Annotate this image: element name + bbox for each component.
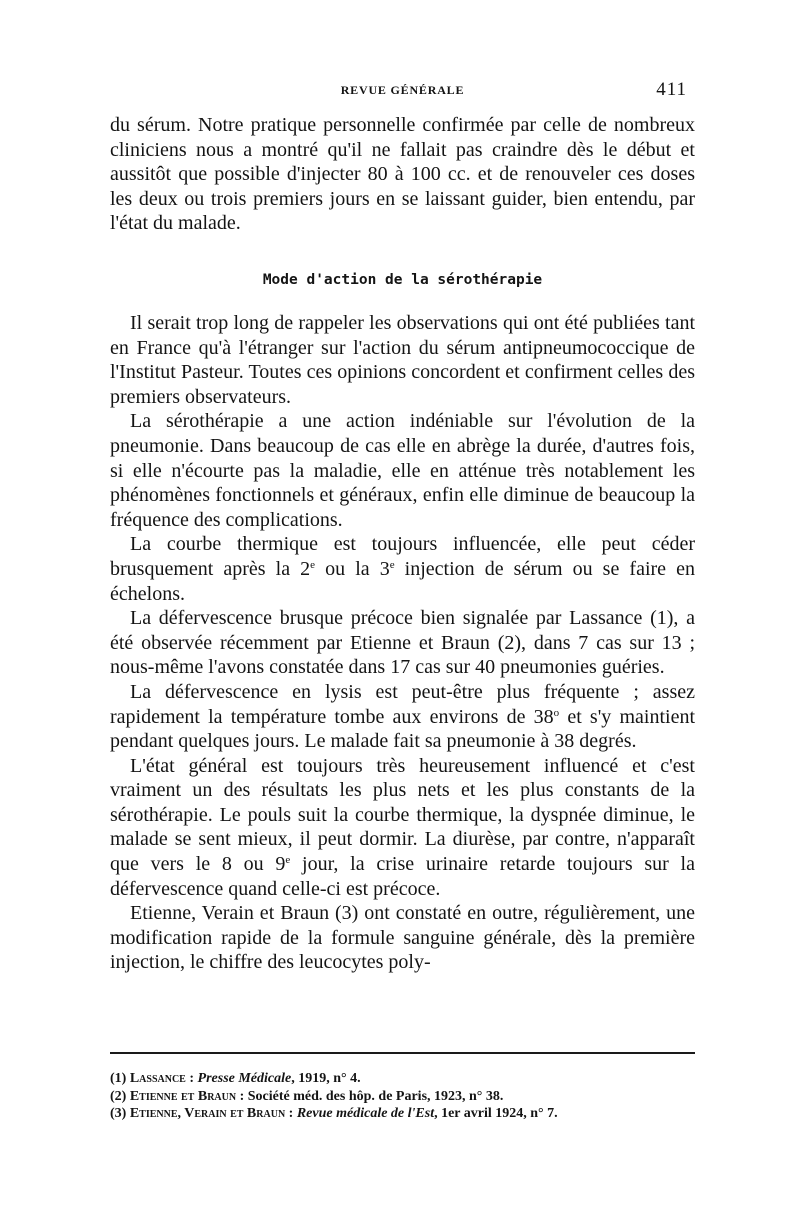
footnote-separator: :: [185, 1071, 198, 1086]
footnote-3: [110, 1105, 695, 1123]
body-text: [110, 311, 695, 975]
paragraph-defervescence-brusque: La défervescence brusque précoce bien signalée par Lassance (1), a été observée récemment par Etienne et Braun (2), dans 7 cas sur 13 ; nous-même l'avons constatée dans 17 cas sur 40 pneumonies guéries.: [110, 607, 695, 679]
footnote-2: [110, 1088, 695, 1106]
text-segment: injection de sérum ou se faire en échelons.: [110, 557, 695, 605]
superscript: e: [389, 558, 395, 571]
footnote-author: Etienne et Braun: [129, 1088, 237, 1104]
footnote-journal: Presse Médicale: [197, 1071, 292, 1086]
superscript: e: [310, 558, 316, 571]
page-number: 411: [656, 79, 687, 100]
running-title: REVUE GÉNÉRALE: [340, 83, 465, 97]
paragraph-thermal-curve: [110, 532, 695, 606]
footnote-details: , 1er avril 1924, n° 7.: [434, 1106, 558, 1121]
paragraph-observations: Il serait trop long de rappeler les observations qui ont été publiées tant en France qu'à l'étranger sur l'action du sérum antipneumococcique de l'Institut Pasteur. Toutes ces opinions concordent et confirment celles des premiers observateurs.: [110, 312, 695, 408]
text-segment: La défervescence en lysis est peut-être plus fréquente ; assez rapidement la température tombe aux environs de 38: [110, 680, 695, 728]
text-segment: L'état général est toujours très heureusement influencé et c'est vraiment un des résultats les plus nets et les plus constants de la sérothérapie. Le pouls suit la courbe thermique, la dyspnée diminue, le malade se sent mieux, il peut dormir. La diurèse, par contre, n'apparaît que vers le 8 ou 9: [110, 754, 695, 876]
text-segment: jour, la crise urinaire retarde toujours sur la défervescence quand celle-ci est précoce.: [110, 853, 695, 900]
section-title: Mode d'action de la sérothérapie: [262, 272, 543, 288]
footnote-details: Société méd. des hôp. de Paris, 1923, n° 38.: [247, 1088, 504, 1104]
footnote-1: [110, 1070, 695, 1088]
text-segment: La courbe thermique est toujours influencée, elle peut céder brusquement après la 2: [110, 533, 695, 580]
footnote-separator: :: [285, 1106, 297, 1121]
superscript: o: [553, 706, 560, 719]
footnote-marker: (3): [110, 1106, 127, 1121]
footnote-separator: :: [236, 1088, 248, 1104]
paragraph-defervescence-lysis: [110, 680, 695, 754]
text-segment: et s'y maintient pendant quelques jours. Le malade fait sa pneumonie à 38 degrés.: [110, 705, 696, 753]
paragraph-action: La sérothérapie a une action indéniable sur l'évolution de la pneumonie. Dans beaucoup de cas elle en abrège la durée, d'autres fois, si elle n'écourte pas la maladie, elle en atténue très notablement les phénomènes fonctionnels et généraux, enfin elle diminue de beaucoup la fréquence des complications.: [110, 410, 695, 531]
text-segment: ou la 3: [315, 557, 390, 580]
footnote-author: Lassance: [129, 1071, 186, 1086]
footnote-journal: Revue médicale de l'Est: [296, 1106, 435, 1121]
paragraph-blood-formula: Etienne, Verain et Braun (3) ont constaté en outre, régulièrement, une modification rapide de la formule sanguine générale, dès la première injection, le chiffre des leucocytes poly-: [110, 902, 695, 974]
paragraph-general-state: [110, 754, 695, 902]
footnote-marker: (2): [110, 1088, 127, 1104]
superscript: e: [285, 854, 291, 867]
footnote-details: , 1919, n° 4.: [291, 1071, 361, 1086]
footnote-rule: [110, 1052, 695, 1054]
footnotes: [110, 1070, 695, 1123]
lead-paragraph: du sérum. Notre pratique personnelle confirmée par celle de nombreux cliniciens nous a montré qu'il ne fallait pas craindre dès le début et aussitôt que possible d'injecter 80 à 100 cc. et de renouveler ces doses les deux ou trois premiers jours en se laissant guider, bien entendu, par l'état du malade.: [110, 114, 695, 235]
footnote-marker: (1): [110, 1071, 127, 1086]
running-head: [110, 80, 695, 102]
footnote-author: Etienne, Verain et Braun: [129, 1106, 286, 1121]
